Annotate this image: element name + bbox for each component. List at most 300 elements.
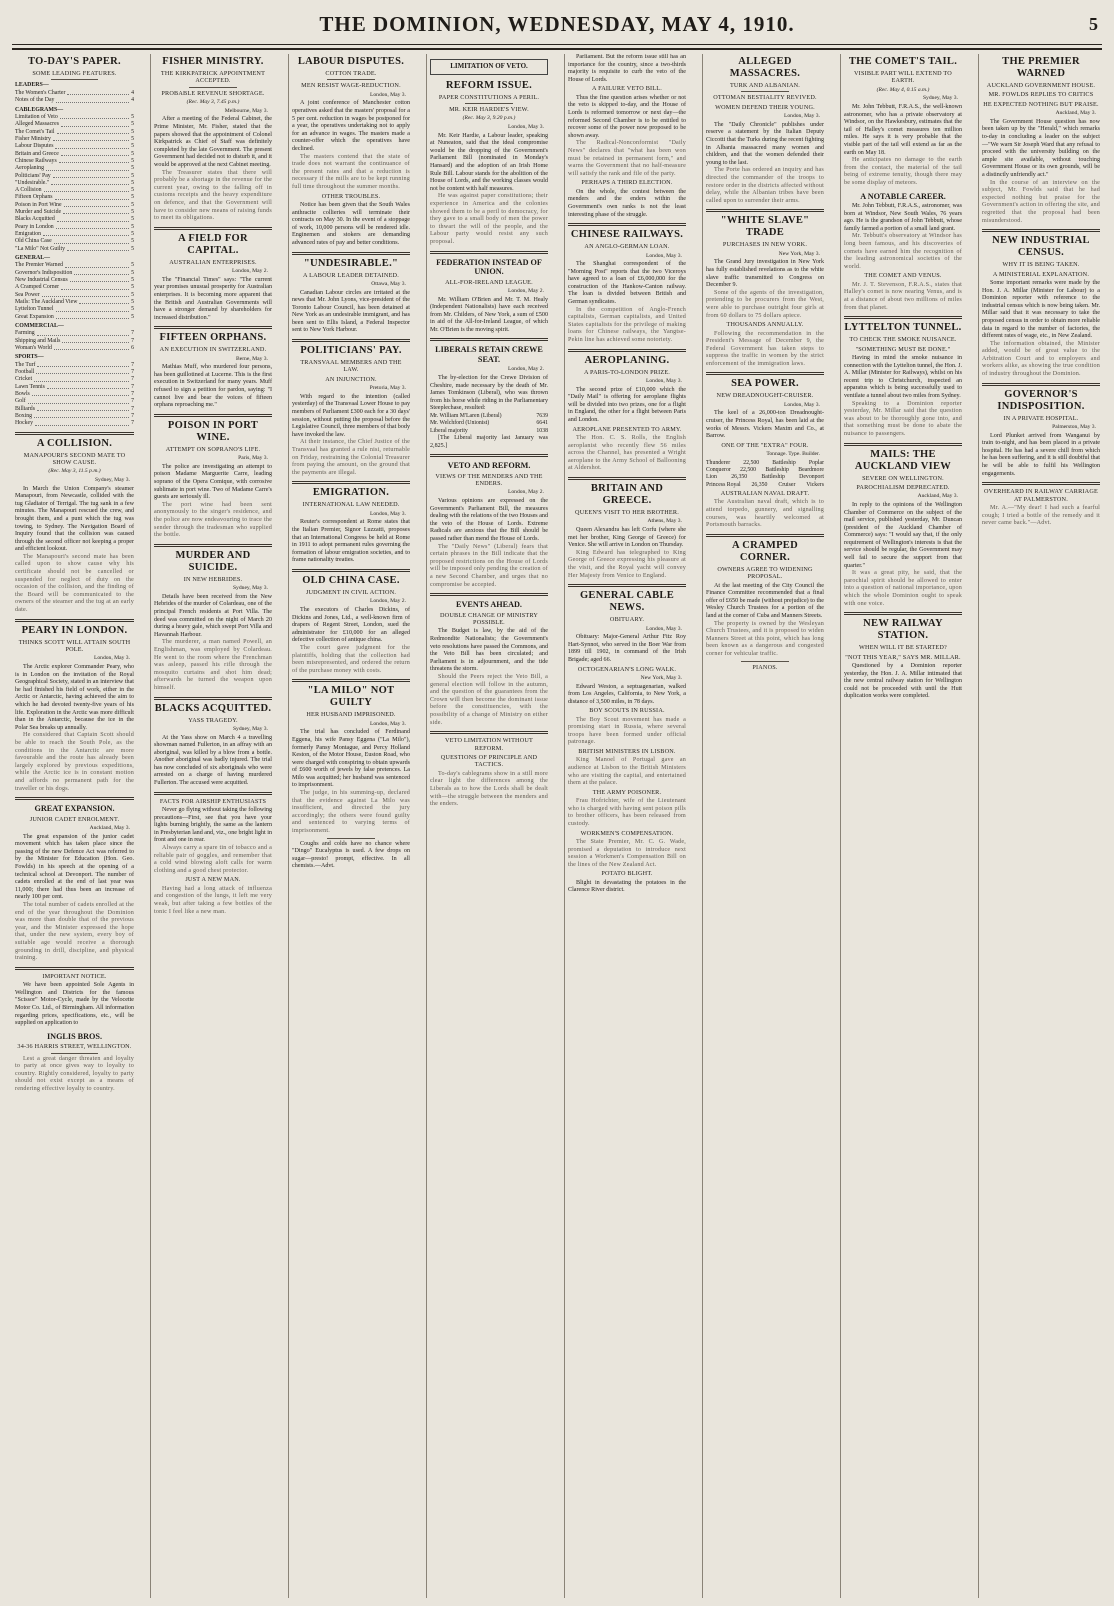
contents-entry-title: Britain and Greece xyxy=(15,150,59,157)
contents-entry-title: "La Milo" Not Guilty xyxy=(15,245,65,252)
leader-dots xyxy=(53,136,129,141)
contents-entry xyxy=(15,216,134,223)
table-cell: Liberal majority xyxy=(430,427,468,434)
pay-body: With regard to the intention (called yesterday) of the Transvaal Lower House to pay members of Parliament £300 each for a 30 days' session, without putting the proposal before the Legislative Council, three members of that body have invoked the law. xyxy=(292,393,410,438)
leader-dots xyxy=(35,420,129,425)
placeline: New York, May 3. xyxy=(778,250,820,257)
divider xyxy=(430,251,548,254)
comet-subheading: VISIBLE PART WILL EXTEND TO EARTH. xyxy=(854,70,952,85)
contents-entry xyxy=(15,224,134,231)
table-cell: Lion xyxy=(706,474,717,481)
contents-entry-title: Mails: The Auckland View xyxy=(15,298,78,305)
obituary-heading: OBITUARY. xyxy=(609,616,645,624)
veto-subheading-3: MR. KEIR HARDIE'S VIEW. xyxy=(449,106,529,113)
fisher-subheading-2: PROBABLE REVENUE SHORTAGE. xyxy=(161,89,265,97)
column-3 xyxy=(288,54,413,1598)
contents-entry-page: 7 xyxy=(131,330,134,337)
contents-entry-title: Billiards xyxy=(15,405,35,412)
career-heading: A NOTABLE CAREER. xyxy=(860,191,946,201)
emigration-heading: EMIGRATION. xyxy=(312,487,390,499)
labour-subheading-2: MEN RESIST WAGE-REDUCTION. xyxy=(301,82,401,90)
white-slave-subheading: PURCHASES IN NEW YORK. xyxy=(722,241,808,249)
failure-heading: A FAILURE VETO BILL. xyxy=(592,85,662,93)
peary-heading: PEARY IN LONDON. xyxy=(21,624,128,636)
placeline: Auckland, May 3. xyxy=(89,825,130,832)
divider xyxy=(465,103,512,104)
placeline: Palmerston, May 3. xyxy=(1052,424,1096,431)
contents-entry-title: Politicians' Pay xyxy=(15,172,51,179)
milo-body: The trial has concluded of Ferdinand Eggena, his wife Pansy Eggena ("La Milo"), formerly Pansy Montague, and Percy Holland Keston, of the Motor House, Euston Road, who were charged with conspiring to obtain upwards of £600 worth of jewels by false pretences. La Milo was acquitted; her husband was sentenced to imprisonment. xyxy=(292,729,410,789)
placeline: London, May 3. xyxy=(369,510,406,517)
murder-subheading: IN NEW HEBRIDES. xyxy=(183,575,243,583)
contents-entry xyxy=(15,277,134,284)
leader-dots xyxy=(32,391,129,396)
collision-subheading: MANAPOURI'S SECOND MATE TO SHOW CAUSE. xyxy=(23,451,126,466)
labour-heading: LABOUR DISPUTES. xyxy=(297,56,405,67)
massacres-subheading-3: WOMEN DEFEND THEIR YOUNG. xyxy=(715,103,815,111)
placeline: London, May 3. xyxy=(783,401,820,408)
column-text: The masters contend that the state of trade does not warrant the continuance of the present rates and that a reduction is necessary if the mills are to be kept running full time throughout the summer months. xyxy=(292,153,410,190)
contents-entry-page: 5 xyxy=(131,201,134,208)
contents-entry-page: 5 xyxy=(131,238,134,245)
orphans-heading: FIFTEEN ORPHANS. xyxy=(159,332,267,344)
contents-entry-title: Limitation of Veto xyxy=(15,114,58,121)
contents-entry-title: Alleged Massacres xyxy=(15,121,59,128)
crewe-heading: LIBERALS RETAIN CREWE SEAT. xyxy=(435,345,543,364)
leader-dots xyxy=(53,173,129,178)
capital-heading: A FIELD FOR CAPITAL. xyxy=(178,232,248,256)
notice-firm: INGLIS BROS. xyxy=(46,1031,103,1041)
contents-entry-page: 5 xyxy=(131,179,134,186)
contents-entry xyxy=(15,129,134,136)
column-text: Mr. A.—"My dear! I had such a fearful cough; I tried a bottle of the remedy and it never came back."—Advt. xyxy=(982,505,1100,527)
column-text: The Australian naval draft, which is to attend torpedo, gunnery, and signalling courses, was heartily welcomed at Portsmouth barracks. xyxy=(706,499,824,529)
greece-heading: BRITAIN AND GREECE. xyxy=(590,482,664,506)
column-text: The port wine had been sent anonymously to the singer's residence, and the police are now endeavouring to trace the sender through the tradesman who supplied the bottle. xyxy=(154,501,272,539)
blacks-body: At the Yass show on March 4 a travelling showman named Fullerton, in an affray with an aboriginal, was killed by a blow from a bottle. Another aboriginal was badly injured. The trial has now concluded of six aboriginals who were arrested on a charge of having murdered Fullerton. The accused were acquitted. xyxy=(154,734,272,787)
facts-body: Never go flying without taking the following precautions—First, see that you have your lights burning brightly, the same as the lantern in Presbyterian land and, viz., one bright light in front and one in rear. xyxy=(154,807,272,844)
table-cell: 6641 xyxy=(536,420,548,427)
contents-entry-page: 5 xyxy=(131,172,134,179)
divider xyxy=(51,79,99,80)
cramped-subheading: OWNERS AGREE TO WIDENING PROPOSAL. xyxy=(717,565,813,581)
contents-entry-page: 4 xyxy=(131,90,134,96)
table-cell: Battleship xyxy=(765,467,789,474)
cramped-body: At the last meeting of the City Council the Finance Committee recommended that a final offer of £650 be made (without prejudice) to the Wesley Church Trustees for a portion of the land at the corner of Cuba and Manners Streets. xyxy=(706,582,824,619)
white-slave-heading: "WHITE SLAVE" TRADE xyxy=(720,215,810,239)
limitation-subheading: QUESTIONS OF PRINCIPLE AND TACTICS. xyxy=(440,753,538,769)
contents-entry-title: Sea Power xyxy=(15,291,40,298)
emigration-subheading: INTERNATIONAL LAW NEEDED. xyxy=(302,501,400,509)
contents-entry-page: 5 xyxy=(131,165,134,172)
contents-entry xyxy=(15,338,134,345)
station-subheading-2: "NOT THIS YEAR," SAYS MR. MILLAR. xyxy=(845,653,961,661)
placeline: Sydney, May 3. xyxy=(232,585,268,592)
federation-subheading: ALL-FOR-IRELAND LEAGUE. xyxy=(445,278,533,286)
leader-dots xyxy=(34,413,129,418)
contents-entry xyxy=(15,202,134,209)
governor-body: Lord Plunket arrived from Wanganui by train to-night, and has been placed in a private hospital. He has had a severe chill from which he has been suffering, and it is still doubtful that he will be able to fulfil his Wellington engagements. xyxy=(982,432,1100,477)
contents-entry-title: Labour Disputes xyxy=(15,143,54,150)
column-text: Having had a long attack of influenza and congestion of the lungs, it left me very weak, but after taking a few bottles of the tonic I feel like a new man. xyxy=(154,885,272,915)
table-row xyxy=(706,482,824,489)
reform-subheading: VIEWS OF THE MENDERS AND THE ENDERS. xyxy=(435,472,543,488)
contents-entry-page: 5 xyxy=(131,216,134,223)
contents-entry xyxy=(15,330,134,337)
leader-dots xyxy=(61,151,129,156)
divider xyxy=(292,339,410,342)
railways-body: The Shanghai correspondent of the "Morning Post" reports that the two Viceroys have agreed to a loan of £6,000,000 for the construction of the Hankow-Canton railway. The loan is divided between British and German syndicates. xyxy=(568,261,686,306)
table-cell: Battleship xyxy=(772,459,796,466)
placeline: Pretoria, May 3. xyxy=(369,385,406,392)
masthead-rule xyxy=(12,44,1102,45)
table-row xyxy=(706,474,824,481)
facts-heading: FACTS FOR AIRSHIP ENTHUSIASTS xyxy=(159,797,267,805)
todays-paper-heading: TO-DAY'S PAPER. xyxy=(28,56,121,67)
contents-entry xyxy=(15,121,134,128)
placeline: London, May 3. xyxy=(507,124,544,130)
divider xyxy=(327,838,374,839)
leader-dots xyxy=(57,129,130,134)
placeline: Paris, May 3. xyxy=(238,455,268,462)
leader-dots xyxy=(54,238,129,243)
contents-entry-title: A Cramped Corner xyxy=(15,284,60,291)
contents-entry xyxy=(15,180,134,187)
reform-body: Various opinions are expressed on the Government's Parliament Bill, the measures dealing with the relations of the two Houses and the veto of the House of Lords. Extreme Radicals are anxious that the Bill should be passed rather than mend the House of Lords. xyxy=(430,498,548,542)
table-cell: 22,500 xyxy=(743,459,760,466)
railways-subheading: AN ANGLO-GERMAN LOAN. xyxy=(584,243,670,251)
sea-power-body: The keel of a 26,000-ton Dreadnought-cruiser, the Princess Royal, has been laid at the works of Messrs. Vickers Maxim and Co., at Barrow. xyxy=(706,410,824,440)
column-text: Speaking to a Dominion reporter yesterday, Mr. Millar said that the question was about to be thoroughly gone into, and that something must be done to abate the nuisance to passengers. xyxy=(844,400,962,437)
blacks-subheading: YASS TRAGEDY. xyxy=(188,716,238,724)
notice-address: 34-36 HARRIS STREET, WELLINGTON. xyxy=(17,1043,132,1051)
contents-entry-title: Governor's Indisposition xyxy=(15,269,73,276)
expansion-heading: GREAT EXPANSION. xyxy=(34,804,115,814)
comet-heading: THE COMET'S TAIL. xyxy=(848,56,958,67)
column-text: Frau Hofrichter, wife of the Lieutenant who is charged with having sent poison pills to brother officers, has been released from custody. xyxy=(568,798,686,828)
contents-entry-title: New Industrial Census xyxy=(15,277,68,284)
contents-entry-title: Blacks Acquitted xyxy=(15,216,55,223)
peary-subheading: THINKS SCOTT WILL ATTAIN SOUTH POLE. xyxy=(18,638,131,654)
leader-dots xyxy=(55,194,130,199)
divider xyxy=(982,482,1100,485)
capital-body: The "Financial Times" says: "The current year promises unusual prosperity for Australian enterprises. It is becoming more apparent that the British and Australian Governments will have a stronger demand by shareholders for increased distribution." xyxy=(154,276,272,321)
table-row xyxy=(706,460,824,467)
divider xyxy=(292,252,410,255)
other-heading: OTHER TROUBLES. xyxy=(321,192,381,200)
column-text: To-day's cablegrams show in a still more clear light the differences among the Liberals as to how the Lords shall be dealt with—the struggle between the menders and the enders. xyxy=(430,770,548,808)
cramped-heading: A CRAMPED CORNER. xyxy=(732,539,798,563)
contents-entry-title: Woman's World xyxy=(15,344,52,351)
veto-banner xyxy=(430,59,548,75)
governor-heading: GOVERNOR'S INDISPOSITION. xyxy=(997,388,1085,412)
divider xyxy=(292,481,410,484)
veto-subheading-2: PAPER CONSTITUTIONS A PERIL. xyxy=(438,93,540,101)
expansion-subheading: JUNIOR CADET ENROLMENT. xyxy=(29,815,120,823)
contents-entry-title: Lawn Tennis xyxy=(15,383,45,390)
column-text: In the competition of Anglo-French capitalists, German capitalists, and United States capitalists for the privilege of making loans for Chinese railways, the Yangtse-Pekin line has achieved some notoriety. xyxy=(568,306,686,344)
leader-dots xyxy=(43,231,129,236)
contents-entry xyxy=(15,376,134,383)
murder-heading: MURDER AND SUICIDE. xyxy=(175,549,251,573)
milo-subheading: HER HUSBAND IMPRISONED. xyxy=(306,711,396,719)
white-slave-body: The Grand Jury investigation in New York has fully established revelations as to the white slave traffic transmitted to Congress on December 9. xyxy=(706,259,824,289)
table-cell: 26,350 xyxy=(751,481,768,488)
mails-body: In reply to the opinions of the Wellington Chamber of Commerce on the subject of the mail service, published yesterday, Mr. Duncan (president of the Auckland Chamber of Commerce) says: "I would say that, if the only requirement of Wellington's interests is that the service should be regular, the Government may well fail to secure the support from that quarter." xyxy=(844,501,962,569)
ships-table-header: Tonnage. Type. Builder. xyxy=(766,451,820,458)
census-heading: NEW INDUSTRIAL CENSUS. xyxy=(992,235,1090,259)
census-subheading: WHY IT IS BEING TAKEN. xyxy=(1002,261,1080,269)
contents-entry-page: 5 xyxy=(131,277,134,284)
contents-entry-title: A Collision xyxy=(15,187,42,194)
placeline: London, May 2. xyxy=(369,598,406,605)
contents-entry xyxy=(15,299,134,306)
column-text: The Porte has ordered an inquiry and has directed the commander of the troops to restore order in the districts affected without delay, while the Albanian tribes have been called upon to surrender their arms. xyxy=(706,167,824,204)
contents-entry-page: 7 xyxy=(131,361,134,368)
placeline: London, May 3. xyxy=(645,252,682,259)
greece-body: Queen Alexandra has left Corfu (where she met her brother, King George of Greece) for Venice. She will arrive in London on Thursday. xyxy=(568,526,686,549)
pay-subheading: TRANSVAAL MEMBERS AND THE LAW. xyxy=(300,359,402,374)
placeline: London, May 3. xyxy=(93,655,130,662)
china-heading: OLD CHINA CASE. xyxy=(302,574,400,586)
contents-section-title: COMMERCIAL— xyxy=(15,322,64,329)
orphans-subheading: AN EXECUTION IN SWITZERLAND. xyxy=(159,346,267,354)
labour-body: A joint conference of Manchester cotton operatives asked that the masters' proposal for a 5 per cent. reduction in wages be postponed for a year, the operatives undertaking not to apply for an advance in wages. The masters made a counter-offer which the operatives have declined. xyxy=(292,100,410,152)
column-text: The Boy Scout movement has made a promising start in Russia, where several troops have been formed under official patronage. xyxy=(568,716,686,746)
column-text: The information obtained, the Minister added, would be of great value to the Arbitration Court and to employers and workers alike, as showing the true condition of industry throughout the Dominion. xyxy=(982,340,1100,378)
table-cell: Conqueror xyxy=(706,467,731,474)
third-body: On the whole, the contest between the menders and the enders within the Government's own ranks is not the least interesting phase of the struggle. xyxy=(568,188,686,218)
leader-dots xyxy=(34,376,129,381)
leader-dots xyxy=(74,270,129,275)
emigration-body: Reuter's correspondent at Rome states that the Italian Premier, Signor Luzzatti, proposes that an International Congress be held at Rome in 1911 to adopt permanent rules governing the formation of labour emigration societies, and to frame nationality treaties. xyxy=(292,519,410,564)
contents-entry xyxy=(15,314,134,321)
aeroplaning-body: The second prize of £10,000 which the "Daily Mail" is offering for aeroplane flights will be divided into two prizes, one for a flight in England, the other for a flight between Paris and London. xyxy=(568,386,686,423)
contents-entry xyxy=(15,292,134,299)
masthead xyxy=(12,8,1102,50)
compensation-heading: WORKMEN'S COMPENSATION. xyxy=(580,829,674,837)
leader-dots xyxy=(56,97,129,102)
contents-entry xyxy=(15,238,134,245)
placeline: Athens, May 3. xyxy=(647,518,682,525)
contents-entry-title: Boxing xyxy=(15,412,33,419)
contents-entry-page: 5 xyxy=(131,157,134,164)
divider xyxy=(327,79,374,80)
table-row xyxy=(430,428,548,435)
table-row xyxy=(706,467,824,474)
contents-entry xyxy=(15,369,134,376)
column-7 xyxy=(840,54,965,1598)
contents-entry-page: 5 xyxy=(131,313,134,320)
column-text: The Hon. C. S. Rolls, the English aeroplanist who recently flew 56 miles across the Channel, has presented a Wright aeroplane to the Army School of Ballooning at Aldershot. xyxy=(568,435,686,472)
station-body: Questioned by a Dominion reporter yesterday, the Hon. J. A. Millar intimated that the new central railway station for Wellington could not be proceeded with until the Hutt duplication works were completed. xyxy=(844,663,962,700)
tunnel-body: Having in mind the smoke nuisance in connection with the Lyttelton tunnel, the Hon. J. A. Millar (Minister for Railways), whilst on his recent trip to Christchurch, inspected an apparatus which is being successfully used to ventilate a tunnel about two miles from Sydney. xyxy=(844,354,962,399)
contents-entry xyxy=(15,413,134,420)
column-1 xyxy=(12,54,137,1598)
divider xyxy=(741,91,788,92)
capital-subheading: AUSTRALIAN ENTERPRISES. xyxy=(169,258,257,266)
leader-dots xyxy=(51,180,129,185)
letter-heading: JUST A NEW MAN. xyxy=(185,876,241,884)
mails-subheading-2: PAROCHIALISM DEPRECATED. xyxy=(856,483,950,491)
scouts-heading: BOY SCOUTS IN RUSSIA. xyxy=(589,707,665,715)
contents-entry-page: 5 xyxy=(131,136,134,143)
divider xyxy=(982,383,1100,386)
contents-entry-title: Farming xyxy=(15,330,35,337)
contents-entry xyxy=(15,209,134,216)
advertisement: Coughs and colds have no chance where "Dingo" Eucalyptus is used. A few drops on sugar—presto! prompt, effective. In all chemists.—Advt. xyxy=(292,840,410,870)
crewe-note: [The Liberal majority last January was 2,825.] xyxy=(430,434,548,449)
reform-heading: VETO AND REFORM. xyxy=(447,461,531,471)
divider xyxy=(844,443,962,446)
divider xyxy=(292,569,410,572)
contents-entry xyxy=(15,384,134,391)
mails-subheading: SEVERE ON WELLINGTON. xyxy=(862,474,944,482)
third-heading: PERHAPS A THIRD ELECTION. xyxy=(581,179,673,187)
contents-entry xyxy=(15,391,134,398)
placeline: London, May 3. xyxy=(369,720,406,727)
aeroplaning-subheading-2: AEROPLANE PRESENTED TO ARMY. xyxy=(572,425,682,433)
china-body: The executors of Charles Dickins, of Dickins and Jones, Ltd., a well-known firm of drapers of Regent Street, London, sued the administrator for £10,000 for an alleged defective collection of antique china. xyxy=(292,606,410,644)
divider xyxy=(844,612,962,615)
contents-entry-title: Fisher Ministry xyxy=(15,136,51,143)
table-cell: 7639 xyxy=(536,413,548,420)
leader-dots xyxy=(47,384,129,389)
contents-entry-title: "Undesirable." xyxy=(15,179,50,186)
contents-entry xyxy=(15,284,134,291)
contents-entry-page: 5 xyxy=(131,262,134,269)
column-text: In the course of an interview on the subject, Mr. Fowlds said that he had expected nothing but praise for the Government's action in offering the site, and regretted that the proposal had been misunderstood. xyxy=(982,179,1100,224)
aeroplaning-heading: AEROPLANING. xyxy=(584,354,670,366)
placeline: London, May 2. xyxy=(507,489,544,496)
premier-subheading: AUCKLAND GOVERNMENT HOUSE. xyxy=(986,82,1096,89)
leader-dots xyxy=(54,345,129,350)
column-text: The court gave judgment for the plaintiffs, holding that the collection had been misrepresented, and ordered the return of the purchase money with costs. xyxy=(292,644,410,674)
undesirable-heading: "UNDESIRABLE." xyxy=(303,257,399,269)
crewe-results xyxy=(430,413,548,435)
contents-entry-page: 5 xyxy=(131,298,134,305)
contents-entry xyxy=(15,136,134,143)
column-2 xyxy=(150,54,275,1598)
contents-entry-title: Golf xyxy=(15,398,26,405)
divider xyxy=(15,619,134,622)
sea-power-heading: SEA POWER. xyxy=(731,378,799,390)
contents-entry-page: 5 xyxy=(131,194,134,201)
white-slave-subheading-2: THOUSANDS ANNUALLY. xyxy=(726,321,804,329)
labour-subheading: COTTON TRADE. xyxy=(325,70,377,77)
table-cell: Thunderer xyxy=(706,459,731,466)
placeline: London, May 3. xyxy=(783,113,820,120)
column-text: The Manapouri's second mate has been called upon to show cause why his certificate should not be cancelled or suspended for neglect of duty on the occasion of the collision, and the finding of the Board will be communicated to the owners of the steamer and the tug at an early date. xyxy=(15,553,134,614)
placeline: Berne, May 3. xyxy=(235,355,268,362)
contents-entry-page: 5 xyxy=(131,121,134,128)
placeline: London, May 2. xyxy=(507,287,544,294)
station-heading: NEW RAILWAY STATION. xyxy=(863,618,943,642)
placeline: Sydney, May 3. xyxy=(232,725,268,732)
contents-entry-title: Emigration xyxy=(15,230,42,237)
tunnel-heading: LYTTELTON TUNNEL. xyxy=(844,322,962,334)
contents-entry-title: Bowls xyxy=(15,391,30,398)
crewe-body: The by-election for the Crewe Division of Cheshire, made necessary by the death of Mr. James Tomkinson (Liberal), who was thrown from his horse while riding in the Parliamentary Steeplechase, resulted: xyxy=(430,375,548,412)
veto-subheading: REFORM ISSUE. xyxy=(445,79,533,91)
divider xyxy=(568,349,686,352)
contents-entry-page: 7 xyxy=(131,405,134,412)
contents-entry-title: Poison in Port Wine xyxy=(15,201,62,208)
divider xyxy=(15,432,134,435)
placeline: Melbourne, May 3. xyxy=(224,107,268,114)
divider xyxy=(154,792,272,795)
obituary-body: Obituary: Major-General Arthur Fitz Roy Hart-Synnot, who served in the Boer War from 1899 till 1902, in command of the Irish Brigade; aged 66. xyxy=(568,634,686,663)
placeline: London, May 2. xyxy=(231,268,268,275)
contents-section-title: SPORTS— xyxy=(15,354,44,361)
contents-entry xyxy=(15,246,134,253)
federation-heading: FEDERATION INSTEAD OF UNION. xyxy=(436,257,542,276)
leader-dots xyxy=(67,90,129,95)
contents-entry-title: Great Expansion xyxy=(15,313,54,320)
leader-dots xyxy=(28,398,129,403)
walk-heading: OCTOGENARIAN'S LONG WALK. xyxy=(577,665,677,673)
contents-entry xyxy=(15,306,134,313)
column-5 xyxy=(564,54,689,1598)
contents-entry xyxy=(15,270,134,277)
column-text: The property is owned by the Wesleyan Church Trustees, and it is proposed to widen Manners Street at this point, which has long been known as a dangerous and congested corner for vehicular traffic. xyxy=(706,620,824,657)
contents-entry-title: Cricket xyxy=(15,376,33,383)
blacks-heading: BLACKS ACQUITTED. xyxy=(154,702,272,714)
contents-entry-page: 5 xyxy=(131,150,134,157)
veto-heading: LIMITATION OF VETO. xyxy=(450,62,528,70)
contents-entry-page: 5 xyxy=(131,128,134,135)
divider xyxy=(430,731,548,734)
contents-entry xyxy=(15,231,134,238)
column-text: He considered that Captain Scott should be able to reach the South Pole, as the conditions in the Antarctic are more favourable and the route has already been largely explored by previous expeditions, while the Arctic ice is in constant motion and affords no permanent path for the traveller or his dogs. xyxy=(15,732,134,792)
contents-entry xyxy=(15,420,134,427)
limitation-heading: VETO LIMITATION WITHOUT REFORM. xyxy=(444,737,534,752)
ministers-heading: BRITISH MINISTERS IN LISBON. xyxy=(578,748,676,756)
column-text: He anticipates no damage to the earth from the contact, the material of the tail being of extreme tenuity, though there may be some display of meteors. xyxy=(844,157,962,186)
census-body: Some important remarks were made by the Hon. J. A. Millar (Minister for Labour) to a Dominion reporter with reference to the industrial census which is now being taken. Mr. Millar said that it was necessary to take the proposed census in order to obtain more reliable data in regard to the number of factories, the different rates of wage, etc., in New Zealand. xyxy=(982,279,1100,340)
contents-entry-title: Shipping and Mails xyxy=(15,337,61,344)
fisher-body: After a meeting of the Federal Cabinet, the Prime Minister, Mr. Fisher, stated that the papers showed that the appointment of Colonel Kirkpatrick as Chief of Staff was definitely completed by the late Government. The present Government had decided not to disturb it, and it would be approved at the next Cabinet meeting. xyxy=(154,116,272,168)
contents-entry-page: 5 xyxy=(131,230,134,237)
contents-entry-title: The Women's Charter xyxy=(15,90,66,96)
comet-body: Mr. John Tebbutt, F.R.A.S., the well-known astronomer, who has a private observatory at Windsor, on the Hawkesbury, estimates that the tail of Halley's comet measures ten million miles. He says it is very probable that the visible part of the tail will extend as far as the earth on May 18. xyxy=(844,104,962,156)
contents-section-title: GENERAL— xyxy=(15,254,51,261)
contents-entry xyxy=(15,114,134,121)
undesirable-body: Canadian Labour circles are irritated at the news that Mr. John Lyons, vice-president of the Toronto Labour Council, has been detained at New York as an undesirable immigrant, and has been sent to Ellis Island, a Federal Inspector sent to New York Harbour. xyxy=(292,289,410,334)
leader-dots xyxy=(61,284,129,289)
leader-dots xyxy=(42,292,129,297)
mails-heading: MAILS: THE AUCKLAND VIEW xyxy=(854,448,952,472)
contents-entry xyxy=(15,143,134,150)
dateline: (Rec. May 4, 0.15 a.m.) xyxy=(876,86,930,93)
leader-dots xyxy=(70,277,129,282)
events-subheading: DOUBLE CHANGE OF MINISTRY POSSIBLE. xyxy=(440,611,538,627)
leader-dots xyxy=(62,338,129,343)
contents-entry-page: 7 xyxy=(131,412,134,419)
overheard-heading: OVERHEARD IN RAILWAY CARRIAGE AT PALMERSTON. xyxy=(983,488,1099,503)
column-text: At their instance, the Chief Justice of the Transvaal has granted a rule nisi, returnable on Friday, restraining the Colonial Treasurer from paying the amount, on the ground that the payments are illegal. xyxy=(292,439,410,476)
leader-dots xyxy=(60,114,129,119)
leader-dots xyxy=(64,202,130,207)
column-text: Mr. Tebbutt's observatory at Windsor has long been famous, and his discoveries of comets have earned him the recognition of the leading astronomical societies of the world. xyxy=(844,233,962,270)
massacres-subheading-2: OTTOMAN BESTIALITY REVIVED. xyxy=(713,94,817,102)
placeline: Auckland, May 3. xyxy=(917,493,958,500)
leader-dots xyxy=(59,158,129,163)
contents-entry-page: 7 xyxy=(131,383,134,390)
contents-entry-title: Old China Case xyxy=(15,238,52,245)
leader-dots xyxy=(63,209,129,214)
china-subheading: JUDGMENT IN CIVIL ACTION. xyxy=(305,588,397,596)
